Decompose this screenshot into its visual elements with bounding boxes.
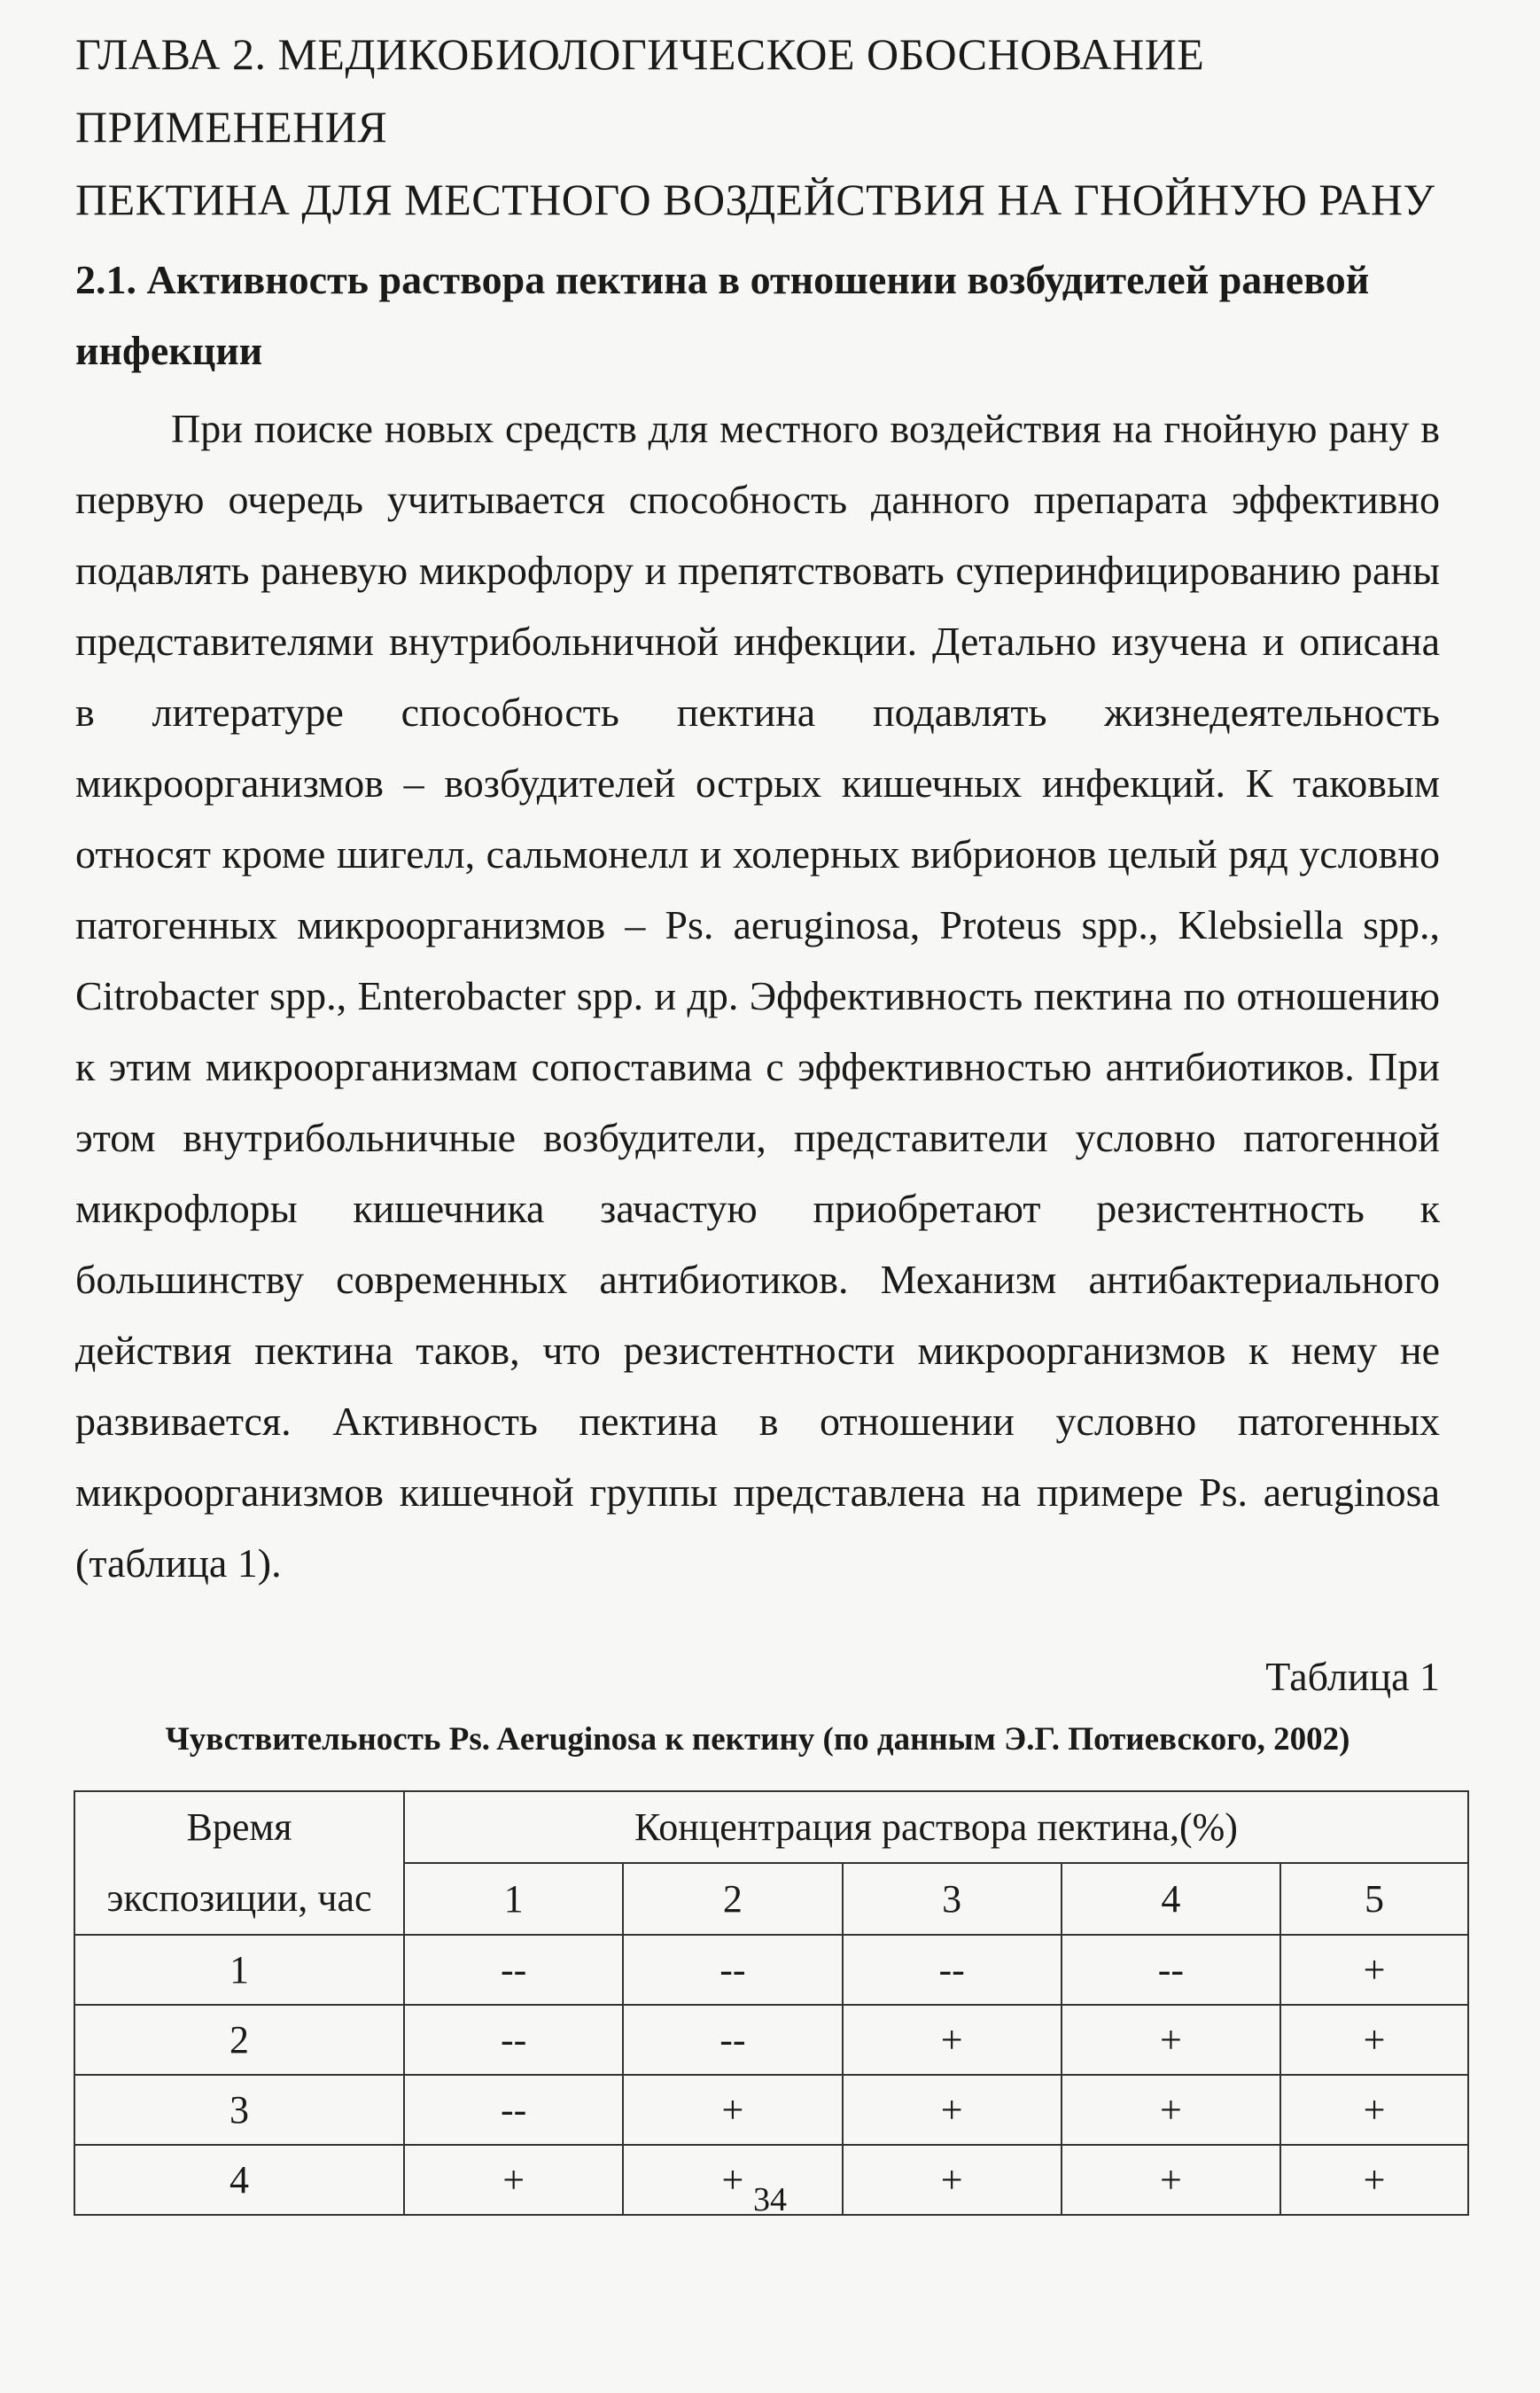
time-cell: 1 (74, 1935, 404, 2005)
header-exposure-time-line-2: экспозиции, час (106, 1876, 372, 1920)
concentration-header-cell: 5 (1280, 1863, 1468, 1935)
result-cell: + (1280, 2005, 1468, 2075)
result-cell: + (1280, 2145, 1468, 2215)
result-cell: + (1062, 2145, 1280, 2215)
table-label: Таблица 1 (1265, 1654, 1440, 1699)
section-heading: 2.1. Активность раствора пектина в отношении возбудителей раневой инфекции (75, 257, 1370, 373)
table-row (74, 2005, 1468, 2075)
result-cell: -- (404, 2075, 623, 2145)
result-cell: + (1280, 1935, 1468, 2005)
result-cell: + (843, 2075, 1062, 2145)
time-cell: 2 (74, 2005, 404, 2075)
header-exposure-time-line-1: Время (186, 1805, 292, 1849)
result-cell: + (1062, 2005, 1280, 2075)
result-cell: + (404, 2145, 623, 2215)
result-cell: + (843, 2005, 1062, 2075)
result-cell: -- (843, 1935, 1062, 2005)
result-cell: + (1062, 2075, 1280, 2145)
concentration-header-cell: 1 (404, 1863, 623, 1935)
result-cell: -- (404, 1935, 623, 2005)
chapter-heading (75, 18, 1440, 236)
result-cell: + (1280, 2075, 1468, 2145)
time-cell: 3 (74, 2075, 404, 2145)
result-cell: -- (623, 2005, 842, 2075)
concentration-header-cell: 3 (843, 1863, 1062, 1935)
result-cell: -- (623, 1935, 842, 2005)
chapter-heading-line-2: ПЕКТИНА ДЛЯ МЕСТНОГО ВОЗДЕЙСТВИЯ НА ГНОЙНУЮ РАНУ (75, 175, 1435, 224)
result-cell: + (623, 2145, 842, 2215)
header-concentration: Концентрация раствора пектина,(%) (404, 1791, 1468, 1863)
concentration-header-cell: 2 (623, 1863, 842, 1935)
header-exposure-time (74, 1791, 404, 1935)
document-page (75, 18, 1440, 2216)
table-row (74, 1935, 1468, 2005)
table-title: Чувствительность Ps. Aeruginosa к пектину (по данным Э.Г. Потиевского, 2002) (165, 1721, 1350, 1758)
body-paragraph: При поиске новых средств для местного воздействия на гнойную рану в первую очередь учитывается способность данного препарата эффективно подавлять раневую микрофлору и препятствовать суперинфицированию раны представителями внутрибольничной инфекции. Детально изучена и описана в литературе способность пектина подавлять жизнедеятельность микроорганизмов – возбудителей острых кишечных инфекций. К таковым относят кроме шигелл, сальмонелл и холерных вибрионов целый ряд условно патогенных микроорганизмов – Ps. aeruginosa, Proteus spp., Klebsiella spp., Citrobacter spp., Enterobacter spp. и др. Эффективность пектина по отношению к этим микроорганизмам сопоставима с эффективностью антибиотиков. При этом внутрибольничные возбудители, представители условно патогенной микрофлоры кишечника зачастую приобретают резистентность к большинству современных антибиотиков. Механизм антибактериального действия пектина таков, что резистентности микроорганизмов к нему не развивается. Активность пектина в отношении условно патогенных микроорганизмов кишечной группы представлена на примере Ps. aeruginosa (таблица 1). (75, 406, 1440, 1586)
result-cell: + (623, 2075, 842, 2145)
concentration-header-cell: 4 (1062, 1863, 1280, 1935)
chapter-heading-line-1: ГЛАВА 2. МЕДИКОБИОЛОГИЧЕСКОЕ ОБОСНОВАНИЕ ПРИМЕНЕНИЯ (75, 29, 1205, 152)
result-cell: -- (1062, 1935, 1280, 2005)
page-number: 34 (753, 2181, 787, 2218)
result-cell: + (843, 2145, 1062, 2215)
table-row (74, 2075, 1468, 2145)
table-header-row (74, 1791, 1468, 1863)
result-cell: -- (404, 2005, 623, 2075)
time-cell: 4 (74, 2145, 404, 2215)
sensitivity-table (74, 1790, 1469, 2216)
